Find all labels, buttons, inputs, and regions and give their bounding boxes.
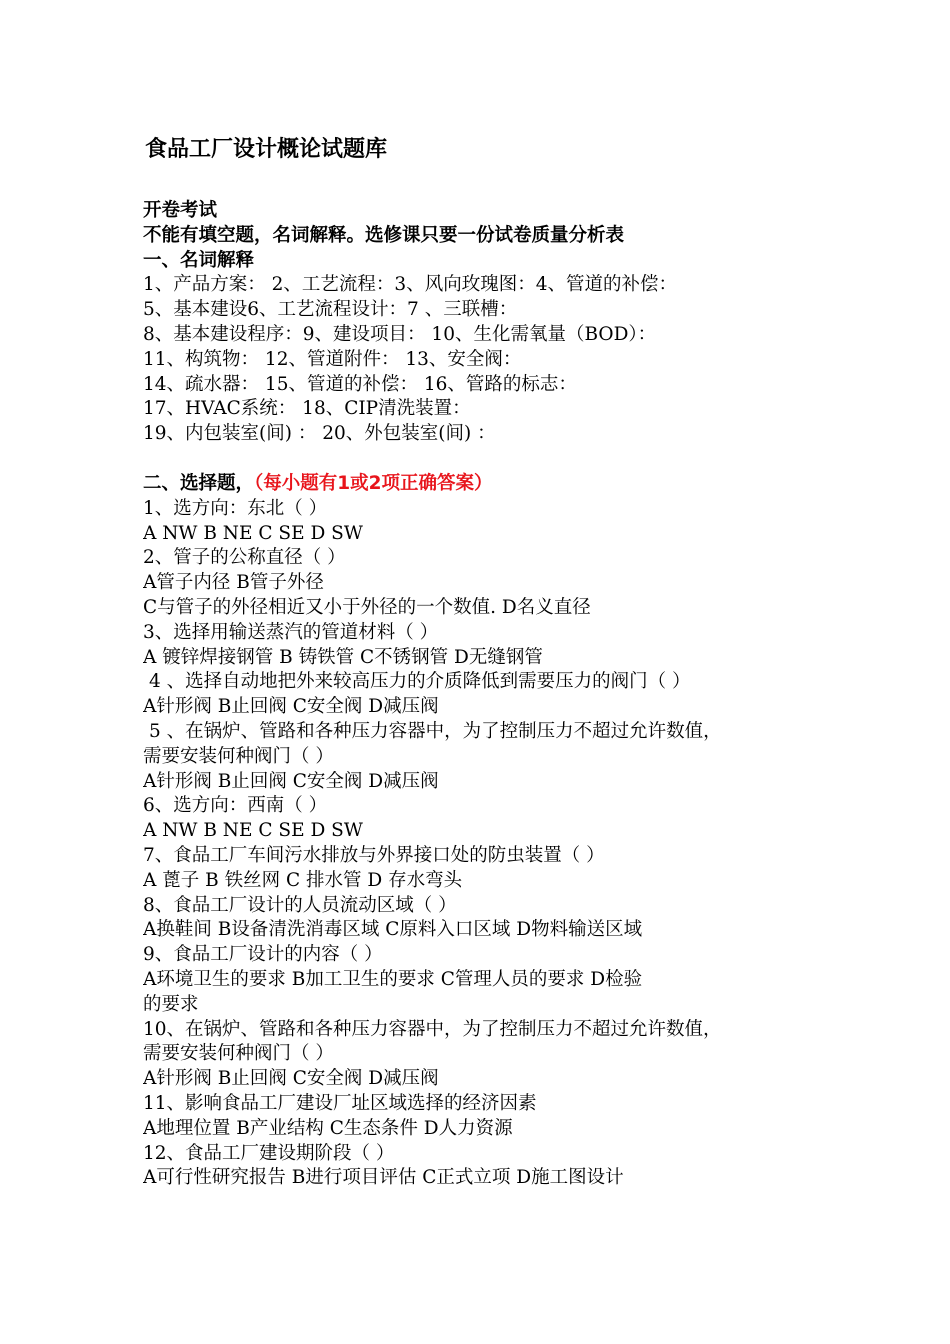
- exam-type-line: 开卷考试: [143, 200, 218, 221]
- question-line: C与管子的外径相近又小于外径的一个数值. D名义直径: [143, 596, 591, 618]
- question-line: A NW B NE C SE D SW: [143, 820, 363, 842]
- question-line: A地理位置 B产业结构 C生态条件 D人力资源: [143, 1117, 513, 1139]
- document-title: 食品工厂设计概论试题库: [145, 137, 388, 162]
- question-line: 2、管子的公称直径（ ）: [143, 547, 346, 569]
- term-line: 17、HVAC系统： 18、CIP清洗装置：: [143, 398, 471, 420]
- question-line: 12、食品工厂建设期阶段（ ）: [143, 1142, 395, 1164]
- question-line: A针形阀 B止回阀 C安全阀 D减压阀: [143, 770, 439, 792]
- section2-heading: 二、选择题，: [143, 473, 255, 494]
- question-line: 需要安装何种阀门（ ）: [143, 745, 334, 767]
- section2-heading-line: [143, 472, 823, 497]
- question-line: 1、选方向：东北（ ）: [143, 497, 328, 519]
- header-block: [143, 199, 823, 273]
- question-line: A管子内径 B管子外径: [143, 572, 324, 594]
- term-line: 11、构筑物： 12、管道附件： 13、安全阀：: [143, 348, 522, 370]
- question-line: A可行性研究报告 B进行项目评估 C正式立项 D施工图设计: [143, 1167, 624, 1189]
- term-line: 19、内包装室(间) ： 20、外包装室(间) ：: [143, 423, 496, 445]
- question-line: A换鞋间 B设备清洗消毒区域 C原料入口区域 D物料输送区域: [143, 919, 643, 941]
- question-line: 3、选择用输送蒸汽的管道材料（ ）: [143, 621, 439, 643]
- question-line: 需要安装何种阀门（ ）: [143, 1043, 334, 1065]
- question-line: 的要求: [143, 993, 199, 1015]
- question-line: 5 、在锅炉、管路和各种压力容器中，为了控制压力不超过允许数值，: [149, 720, 722, 742]
- section2-questions: [143, 497, 823, 1191]
- term-line: 5、基本建设6、工艺流程设计：7 、三联槽：: [143, 299, 518, 321]
- question-line: A环境卫生的要求 B加工卫生的要求 C管理人员的要求 D检验: [143, 968, 643, 990]
- question-line: 4 、选择自动地把外来较高压力的介质降低到需要压力的阀门（ ）: [149, 671, 691, 693]
- question-line: 7、食品工厂车间污水排放与外界接口处的防虫装置（ ）: [143, 844, 605, 866]
- question-line: A 蓖子 B 铁丝网 C 排水管 D 存水弯头: [143, 869, 463, 891]
- question-line: 9、食品工厂设计的内容（ ）: [143, 944, 383, 966]
- term-line: 8、基本建设程序：9、建设项目： 10、生化需氧量（BOD）：: [143, 323, 657, 345]
- question-line: 10、在锅炉、管路和各种压力容器中，为了控制压力不超过允许数值，: [143, 1018, 722, 1040]
- question-line: A针形阀 B止回阀 C安全阀 D减压阀: [143, 1068, 439, 1090]
- term-line: 1、产品方案： 2、工艺流程：3、风向玫瑰图：4、管道的补偿：: [143, 274, 677, 296]
- term-line: 14、疏水器： 15、管道的补偿： 16、管路的标志：: [143, 373, 577, 395]
- question-line: A 镀锌焊接钢管 B 铸铁管 C不锈钢管 D无缝钢管: [143, 646, 543, 668]
- question-line: A针形阀 B止回阀 C安全阀 D减压阀: [143, 696, 439, 718]
- section1-terms: [143, 273, 823, 447]
- question-line: 8、食品工厂设计的人员流动区域（ ）: [143, 894, 457, 916]
- section2-header: [143, 472, 823, 497]
- section1-heading: 一、名词解释: [143, 249, 255, 271]
- question-line: 6、选方向：西南（ ）: [143, 795, 328, 817]
- exam-requirements-line: 不能有填空题，名词解释。选修课只要一份试卷质量分析表: [143, 224, 625, 246]
- section2-note: （每小题有1或2项正确答案）: [254, 473, 493, 494]
- question-line: 11、影响食品工厂建设厂址区域选择的经济因素: [143, 1092, 537, 1114]
- question-line: A NW B NE C SE D SW: [143, 522, 363, 544]
